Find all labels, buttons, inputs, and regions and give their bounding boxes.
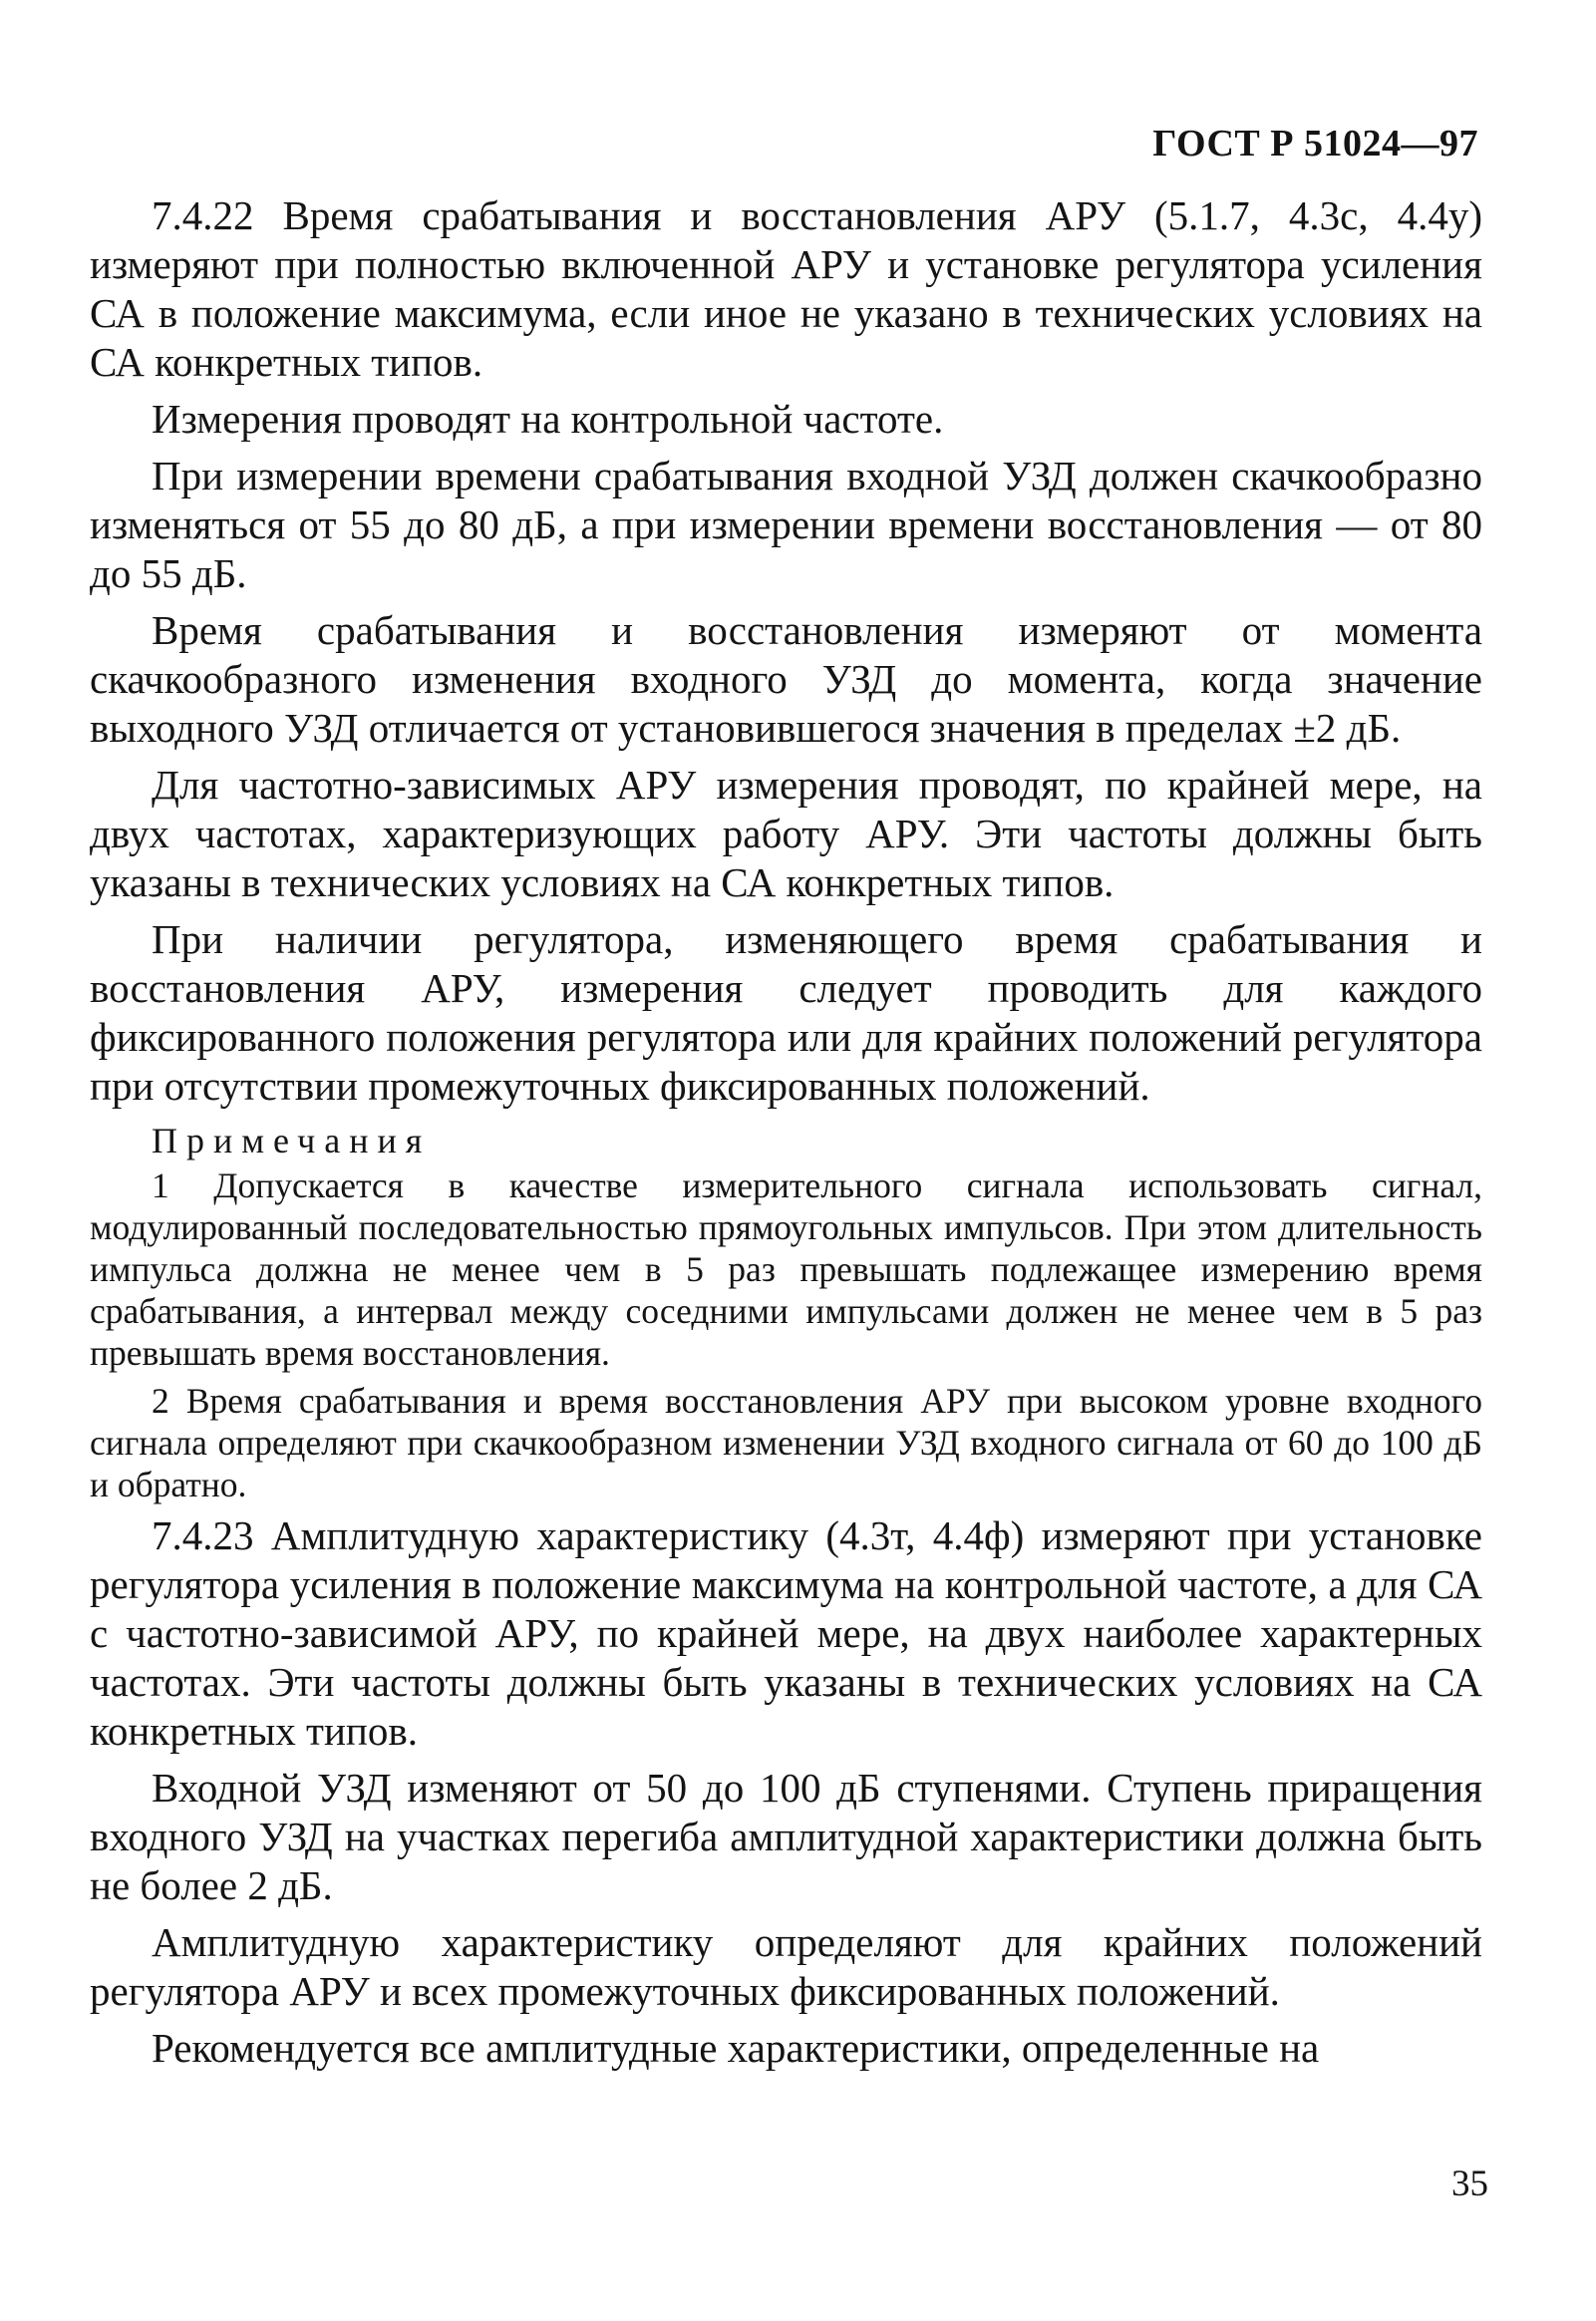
document-header: ГОСТ Р 51024—97 xyxy=(1152,123,1478,165)
note-2: 2 Время срабатывания и время восстановления АРУ при высоком уровне входного сигнала определяют при скачкообразном изменении УЗД входного сигнала от 60 до 100 дБ и обратно. xyxy=(90,1381,1482,1504)
paragraph-regulator-positions: При наличии регулятора, изменяющего время срабатывания и восстановления АРУ, измерения следует проводить для каждого фиксированного положения регулятора или для крайних положений регулятора при отсутствии промежуточных фиксированных положений. xyxy=(90,916,1482,1109)
paragraph-recommendation: Рекомендуется все амплитудные характеристики, определенные на xyxy=(152,2025,1320,2071)
paragraph-attack-time-measurement: При измерении времени срабатывания входной УЗД должен скачкообразно изменяться от 55 до 80 дБ, а при измерении времени восстановления — от 80 до 55 дБ. xyxy=(90,453,1482,596)
notes-title: Примечания xyxy=(152,1121,432,1160)
paragraph-control-frequency: Измерения проводят на контрольной частоте. xyxy=(152,396,944,442)
paragraph-input-level-steps: Входной УЗД изменяют от 50 до 100 дБ ступенями. Ступень приращения входного УЗД на участках перегиба амплитудной характеристики должна быть не более 2 дБ. xyxy=(90,1765,1482,1908)
paragraph-7-4-23: 7.4.23 Амплитудную характеристику (4.3т, 4.4ф) измеряют при установке регулятора усиления в положение максимума на контрольной частоте, а для СА с частотно-зависимой АРУ, по крайней мере, на двух наиболее характерных частотах. Эти частоты должны быть указаны в технических условиях на СА конкретных типов. xyxy=(90,1512,1482,1754)
paragraph-time-measurement-range: Время срабатывания и восстановления измеряют от момента скачкообразного изменения входного УЗД до момента, когда значение выходного УЗД отличается от установившегося значения в пределах ±2 дБ. xyxy=(90,607,1482,751)
document-body xyxy=(90,191,1482,2081)
paragraph-7-4-22: 7.4.22 Время срабатывания и восстановления АРУ (5.1.7, 4.3с, 4.4у) измеряют при полностью включенной АРУ и установке регулятора усиления СА в положение максимума, если иное не указано в технических условиях на СА конкретных типов. xyxy=(90,192,1482,385)
note-1: 1 Допускается в качестве измерительного сигнала использовать сигнал, модулированный последовательностью прямоугольных импульсов. При этом длительность импульса должна не менее чем в 5 раз превышать подлежащее измерению время срабатывания, а интервал между соседними импульсами должен не менее чем в 5 раз превышать время восстановления. xyxy=(90,1165,1482,1373)
paragraph-frequency-dependent-agc: Для частотно-зависимых АРУ измерения проводят, по крайней мере, на двух частотах, характеризующих работу АРУ. Эти частоты должны быть указаны в технических условиях на СА конкретных типов. xyxy=(90,762,1482,905)
page-number: 35 xyxy=(1451,2163,1488,2204)
paragraph-amplitude-characteristic: Амплитудную характеристику определяют для крайних положений регулятора АРУ и всех промежуточных фиксированных положений. xyxy=(90,1919,1482,2014)
